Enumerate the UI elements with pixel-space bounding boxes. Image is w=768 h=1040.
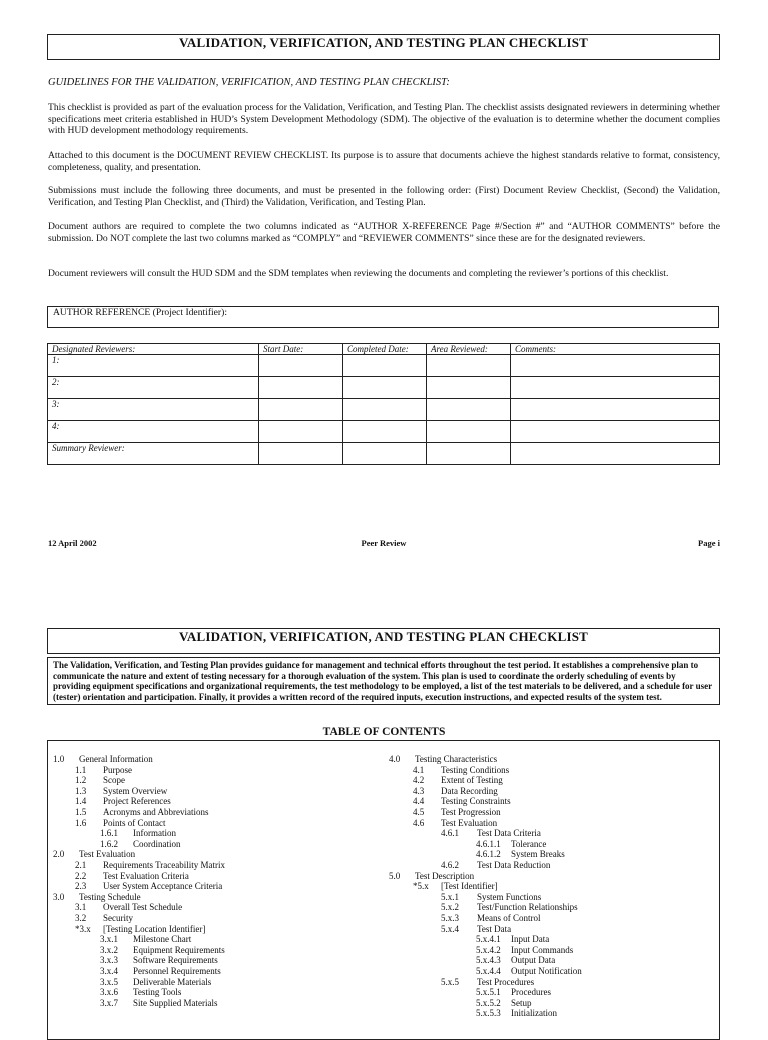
toc-entry[interactable] [441,924,511,934]
toc-entry-number: 1.0 [53,754,65,764]
start-date-cell[interactable] [259,355,343,377]
start-date-cell[interactable] [259,421,343,443]
toc-entry-number: *3.x [75,923,91,934]
toc-entry-title: System Functions [477,891,542,902]
toc-entry-title: General Information [79,754,153,764]
toc-entry-number: 1.2 [75,775,87,786]
toc-entry[interactable] [476,839,546,849]
toc-entry[interactable] [100,945,225,955]
start-date-cell[interactable] [259,399,343,421]
toc-entry-number: 5.x.4.3 [476,955,501,966]
toc-entry-title: Equipment Requirements [133,944,225,955]
completed-date-cell[interactable] [343,377,427,399]
toc-entry-title: [Test Identifier] [441,881,498,892]
toc-entry-title: Testing Schedule [79,891,141,902]
toc-entry-title: Input Data [511,934,550,945]
toc-entry[interactable] [75,913,133,923]
toc-entry-number: 5.x.3 [441,913,459,923]
toc-entry-number: 4.3 [413,785,425,796]
toc-entry-title: Testing Characteristics [415,754,498,764]
toc-entry-title: Test Data Criteria [477,828,541,839]
toc-entry[interactable] [441,828,541,838]
area-reviewed-cell[interactable] [427,377,511,399]
toc-entry-number: 5.x.2 [441,902,459,913]
toc-entry[interactable] [100,955,218,965]
toc-entry-number: 5.x.4.4 [476,966,501,976]
toc-entry-number: 2.2 [75,870,87,881]
toc-entry-number: 5.x.5.3 [476,1008,501,1019]
start-date-cell[interactable] [259,443,343,465]
toc-entry[interactable] [100,828,176,838]
completed-date-cell[interactable] [343,399,427,421]
toc-entry-title: Milestone Chart [133,934,192,945]
toc-entry[interactable] [75,786,167,796]
toc-entry[interactable] [476,987,551,997]
header-designated-reviewers: Designated Reviewers: [48,344,259,355]
reviewer-cell[interactable]: 2: [48,377,259,399]
toc-entry[interactable] [389,754,497,764]
toc-entry-number: 5.x.5.2 [476,997,501,1008]
toc-entry-title: Overall Test Schedule [103,902,183,913]
toc-entry[interactable] [100,987,181,997]
toc-entry-number: 4.6.1.2 [476,849,501,860]
toc-entry-title: Test Evaluation [441,817,498,828]
footer-date: 12 April 2002 [48,538,97,548]
completed-date-cell[interactable] [343,355,427,377]
author-reference-label: AUTHOR REFERENCE (Project Identifier): [53,307,227,318]
toc-entry-number: 2.3 [75,881,87,892]
toc-entry[interactable] [476,945,573,955]
toc-title: TABLE OF CONTENTS [322,726,446,738]
toc-entry[interactable] [413,775,503,785]
comments-cell[interactable] [511,377,720,399]
toc-entry[interactable] [53,892,141,902]
toc-entry-title: Test Data Reduction [477,860,551,870]
toc-entry-title: Test Evaluation [79,849,136,860]
toc-entry-title: [Testing Location Identifier] [103,923,206,934]
toc-entry[interactable] [413,786,498,796]
toc-entry[interactable] [476,934,549,944]
toc-entry-title: Tolerance [511,838,547,849]
toc-entry[interactable] [413,881,498,891]
toc-entry-title: Software Requirements [133,955,218,966]
toc-entry-title: Information [133,828,176,839]
toc-entry-title: Test Procedures [477,976,535,987]
toc-entry-title: Test Data [477,923,512,934]
start-date-cell[interactable] [259,377,343,399]
guidelines-heading: GUIDELINES FOR THE VALIDATION, VERIFICATION, AND TESTING PLAN CHECKLIST: [48,77,450,88]
toc-entry[interactable] [413,818,497,828]
toc-entry-title: Project References [103,796,171,807]
comments-cell[interactable] [511,421,720,443]
toc-entry-title: Points of Contact [103,817,166,828]
toc-entry-number: 4.6.2 [441,860,459,870]
paragraph-checklist-purpose: This checklist is provided as part of the evaluation process for the Validation, Verification, and Testing Plan. The checklist assists designated reviewers in determining whether specifications meet criteria established in HUD’s System Development Methodology (SDM). The objective of the evaluation is to determine whether the document complies with HUD development methodology requirements. [48,102,720,137]
header-start-date: Start Date: [259,344,343,355]
toc-entry-title: Initialization [511,1008,557,1019]
table-of-contents [47,740,720,1040]
completed-date-cell[interactable] [343,421,427,443]
header-comments: Comments: [511,344,720,355]
toc-entry[interactable] [53,849,135,859]
toc-entry-number: 3.x.6 [100,987,118,998]
toc-entry-title: Test Evaluation Criteria [103,870,189,881]
toc-entry-title: Extent of Testing [441,775,503,786]
toc-entry[interactable] [413,796,511,806]
page2-title: VALIDATION, VERIFICATION, AND TESTING PLAN CHECKLIST [47,628,720,654]
toc-entry-title: Acronyms and Abbreviations [103,807,209,817]
toc-entry-title: System Breaks [511,849,565,860]
toc-entry-number: 3.x.1 [100,934,118,945]
toc-entry[interactable] [413,765,509,775]
toc-entry[interactable] [441,892,541,902]
toc-entry-title: Output Data [511,955,556,966]
toc-entry-number: 3.x.5 [100,976,118,987]
table-row [48,355,720,377]
toc-entry-number: 5.x.5.1 [476,987,501,998]
toc-entry-number: 4.1 [413,764,425,775]
toc-entry-number: 4.4 [413,796,425,807]
toc-entry[interactable] [476,1008,557,1018]
table-row [48,399,720,421]
toc-entry-number: 1.6 [75,817,87,828]
toc-entry[interactable] [75,924,205,934]
toc-entry-number: 2.0 [53,849,65,860]
toc-entry-title: Means of Control [477,913,541,923]
toc-entry-number: 3.x.7 [100,997,118,1008]
toc-entry[interactable] [53,754,153,764]
toc-entry-number: 1.6.1 [100,828,118,839]
footer-center: Peer Review [361,538,407,548]
reviewer-cell[interactable]: 1: [48,355,259,377]
toc-entry[interactable] [100,934,191,944]
toc-entry-title: Purpose [103,764,132,775]
toc-entry-title: Security [103,913,133,923]
area-reviewed-cell[interactable] [427,399,511,421]
toc-entry-number: 4.6 [413,817,425,828]
toc-entry[interactable] [100,998,218,1008]
toc-entry-title: Testing Tools [133,987,182,998]
toc-entry-number: 4.6.1 [441,828,459,839]
area-reviewed-cell[interactable] [427,421,511,443]
toc-entry[interactable] [75,765,132,775]
header-area-reviewed: Area Reviewed: [427,344,511,355]
toc-entry-title: User System Acceptance Criteria [103,881,223,892]
completed-date-cell[interactable] [343,443,427,465]
toc-entry[interactable] [441,913,541,923]
table-row [48,443,720,465]
toc-entry[interactable] [75,881,222,891]
footer-page-number: Page i [698,538,720,548]
toc-entry-number: 4.5 [413,807,425,817]
reviewer-cell[interactable]: 3: [48,399,259,421]
toc-entry[interactable] [476,966,582,976]
reviewer-table-header [48,344,720,355]
toc-entry-title: Output Notification [511,966,582,976]
toc-entry-number: 5.x.4 [441,923,459,934]
toc-entry[interactable] [441,860,550,870]
toc-entry-title: System Overview [103,785,168,796]
toc-entry-number: *5.x [413,881,429,892]
toc-entry-title: Setup [511,997,532,1008]
toc-entry-number: 3.x.2 [100,944,118,955]
intro-description: The Validation, Verification, and Testing Plan provides guidance for management and technical efforts throughout the test period. It establishes a comprehensive plan to communicate the nature and extent of testing necessary for a thorough evaluation of the system. This plan is used to coordinate the orderly scheduling of events by providing equipment specifications and organizational requirements, the test methodology to be employed, a list of the test materials to be delivered, and a schedule for user (tester) orientation and participation. Finally, it provides a written record of the required inputs, execution instructions, and expected results of the system test. [47,657,720,705]
toc-entry-number: 3.1 [75,902,87,913]
toc-entry-title: Input Commands [511,944,574,955]
paragraph-author-instructions: Document authors are required to complete the two columns indicated as “AUTHOR X-REFERENCE Page #/Section #” and “AUTHOR COMMENTS” before the submission. Do NOT complete the last two columns marked as “COMPLY” and “REVIEWER COMMENTS” since these are for the designated reviewers. [48,221,720,244]
toc-entry-title: Personnel Requirements [133,966,221,976]
paragraph-document-review: Attached to this document is the DOCUMENT REVIEW CHECKLIST. Its purpose is to assure that documents achieve the highest standards relative to format, consistency, completeness, quality, and presentation. [48,150,720,173]
toc-entry[interactable] [75,902,182,912]
toc-entry-title: Site Supplied Materials [133,997,218,1008]
toc-entry-title: Scope [103,775,125,786]
toc-entry-title: Procedures [511,987,551,998]
reviewer-table [47,343,720,465]
toc-entry[interactable] [100,839,181,849]
toc-entry[interactable] [75,775,125,785]
table-row [48,377,720,399]
toc-entry[interactable] [75,807,208,817]
toc-entry[interactable] [476,849,565,859]
toc-entry-number: 5.x.1 [441,891,459,902]
toc-entry-number: 1.4 [75,796,87,807]
toc-entry-number: 4.2 [413,775,425,786]
toc-entry[interactable] [100,966,221,976]
toc-entry-number: 2.1 [75,860,87,870]
toc-entry-title: Test/Function Relationships [477,902,578,913]
toc-entry[interactable] [75,818,166,828]
reviewer-cell[interactable]: 4: [48,421,259,443]
comments-cell[interactable] [511,355,720,377]
toc-entry[interactable] [100,977,211,987]
toc-entry[interactable] [441,977,534,987]
toc-entry-number: 5.x.4.2 [476,944,501,955]
toc-entry-title: Deliverable Materials [133,976,212,987]
toc-entry[interactable] [75,860,225,870]
toc-entry[interactable] [476,955,555,965]
area-reviewed-cell[interactable] [427,355,511,377]
toc-entry-title: Test Description [415,870,475,881]
toc-entry-number: 1.5 [75,807,87,817]
comments-cell[interactable] [511,443,720,465]
paragraph-reviewer-instructions: Document reviewers will consult the HUD SDM and the SDM templates when reviewing the documents and completing the reviewer’s portions of this checklist. [48,268,669,279]
toc-entry-title: Testing Constraints [441,796,511,807]
author-reference-field[interactable] [47,306,719,328]
toc-entry-number: 1.6.2 [100,838,118,849]
toc-entry-number: 1.3 [75,785,87,796]
toc-entry-number: 4.0 [389,754,401,764]
area-reviewed-cell[interactable] [427,443,511,465]
toc-entry-number: 5.x.4.1 [476,934,501,945]
toc-entry-title: Coordination [133,838,181,849]
toc-entry[interactable] [389,871,474,881]
toc-entry-number: 3.0 [53,891,65,902]
toc-entry-title: Requirements Traceability Matrix [103,860,225,870]
toc-entry-title: Data Recording [441,785,498,796]
toc-entry[interactable] [75,796,171,806]
toc-entry-number: 3.x.3 [100,955,118,966]
toc-entry[interactable] [476,998,532,1008]
header-completed-date: Completed Date: [343,344,427,355]
toc-entry-number: 1.1 [75,764,87,775]
toc-entry[interactable] [413,807,501,817]
toc-entry[interactable] [441,902,578,912]
toc-entry[interactable] [75,871,189,881]
toc-entry-number: 3.2 [75,913,87,923]
toc-entry-number: 3.x.4 [100,966,118,976]
toc-entry-number: 5.x.5 [441,976,459,987]
paragraph-submission-order: Submissions must include the following three documents, and must be presented in the following order: (First) Document Review Checklist, (Second) the Validation, Verification, and Testing Plan Checklist, and (Third) the Validation, Verification, and Testing Plan. [48,185,720,208]
toc-entry-number: 4.6.1.1 [476,838,501,849]
toc-entry-title: Test Progression [441,807,501,817]
reviewer-cell[interactable]: Summary Reviewer: [48,443,259,465]
toc-entry-title: Testing Conditions [441,764,510,775]
comments-cell[interactable] [511,399,720,421]
table-row [48,421,720,443]
toc-entry-number: 5.0 [389,870,401,881]
page1-title: VALIDATION, VERIFICATION, AND TESTING PLAN CHECKLIST [47,34,720,60]
